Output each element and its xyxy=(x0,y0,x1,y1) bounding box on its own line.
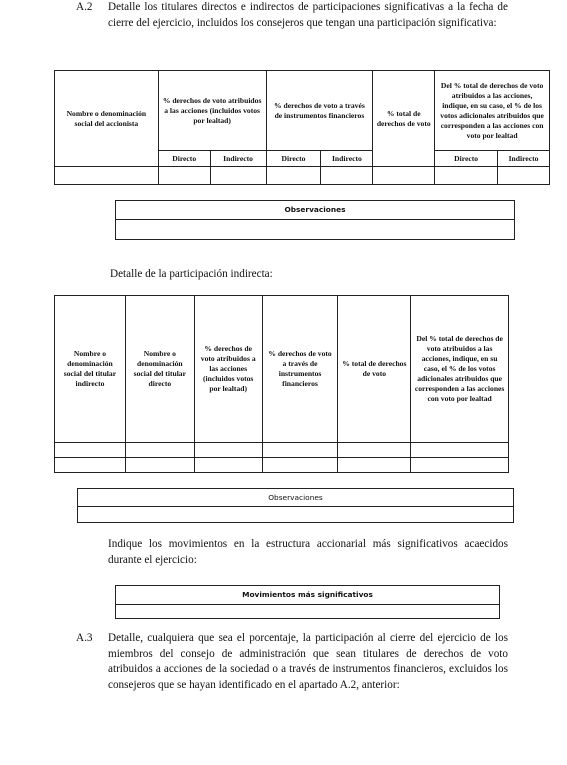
table-cell[interactable] xyxy=(338,443,411,458)
observations-table-1 xyxy=(115,200,515,240)
table-cell[interactable] xyxy=(55,443,126,458)
observations-cell[interactable] xyxy=(116,220,515,240)
table-cell[interactable] xyxy=(210,167,266,185)
movements-text: Indique los movimientos en la estructura accionarial más significativos acaecidos durante el ejercicio: xyxy=(108,538,508,566)
table-cell[interactable] xyxy=(158,167,210,185)
table-cell[interactable] xyxy=(373,167,435,185)
table-cell[interactable] xyxy=(125,458,194,473)
table-cell[interactable] xyxy=(411,458,509,473)
subheader-direct: Directo xyxy=(266,151,321,167)
table-cell[interactable] xyxy=(498,167,550,185)
header-shares-voting-rights: % derechos de voto atribuidos a las acciones (incluidos votos por lealtad) xyxy=(158,71,266,151)
section-number-a3: A.3 xyxy=(76,632,93,644)
table-cell[interactable] xyxy=(411,443,509,458)
header-direct-holder: Nombre o denominación social del titular directo xyxy=(125,296,194,443)
table-cell[interactable] xyxy=(194,443,262,458)
indirect-holdings-table xyxy=(54,295,509,473)
subheader-indirect: Indirecto xyxy=(210,151,266,167)
table-cell[interactable] xyxy=(194,458,262,473)
section-a3-text: Detalle, cualquiera que sea el porcentaje, la participación al cierre del ejercicio de los miembros del consejo de administración que sean titulares de derechos de voto atribuidos a acciones de la sociedad o a través de instrumentos financieros, excluidos los consejeros que se hayan identificado en el apartado A.2, anterior: xyxy=(108,632,508,691)
table-row xyxy=(55,458,509,473)
observations-cell[interactable] xyxy=(78,507,514,523)
significant-holdings-table xyxy=(54,70,550,185)
header-instruments-voting-rights: % derechos de voto a través de instrumentos financieros xyxy=(262,296,338,443)
table-cell[interactable] xyxy=(125,443,194,458)
subheader-indirect: Indirecto xyxy=(321,151,373,167)
header-total-voting-rights: % total de derechos de voto xyxy=(373,71,435,167)
header-indirect-holder: Nombre o denominación social del titular indirecto xyxy=(55,296,126,443)
subheader-direct: Directo xyxy=(158,151,210,167)
movements-title: Movimientos más significativos xyxy=(116,586,500,605)
table-cell[interactable] xyxy=(338,458,411,473)
header-instruments-voting-rights: % derechos de voto a través de instrumentos financieros xyxy=(266,71,373,151)
observations-title: Observaciones xyxy=(116,201,515,220)
observations-title: Observaciones xyxy=(78,489,514,507)
header-total-voting-rights: % total de derechos de voto xyxy=(338,296,411,443)
subheader-direct: Directo xyxy=(435,151,498,167)
table-cell[interactable] xyxy=(55,458,126,473)
table-cell[interactable] xyxy=(55,167,159,185)
section-a2-text: Detalle los titulares directos e indirectos de participaciones significativas a la fecha de cierre del ejercicio, incluidos los consejeros que tengan una participación significativa: xyxy=(108,1,508,29)
header-shares-voting-rights: % derechos de voto atribuidos a las acciones (incluidos votos por lealtad) xyxy=(194,296,262,443)
section-number-a2: A.2 xyxy=(76,1,93,13)
header-loyalty-votes: Del % total de derechos de voto atribuidos a las acciones, indique, en su caso, el % de los votos adicionales atribuidos que corresponden a las acciones con voto por lealtad xyxy=(411,296,509,443)
header-holder-name: Nombre o denominación social del accionista xyxy=(55,71,159,167)
subheader-indirect: Indirecto xyxy=(498,151,550,167)
movements-cell[interactable] xyxy=(116,605,500,619)
header-loyalty-votes: Del % total de derechos de voto atribuidos a las acciones, indique, en su caso, el % de los votos adicionales atribuidos que corresponden a las acciones con voto por lealtad xyxy=(435,71,550,151)
table-row xyxy=(55,167,550,185)
table-cell[interactable] xyxy=(435,167,498,185)
movements-table xyxy=(115,585,500,619)
table-cell[interactable] xyxy=(321,167,373,185)
table-cell[interactable] xyxy=(262,443,338,458)
observations-table-2 xyxy=(77,488,514,523)
table-cell[interactable] xyxy=(266,167,321,185)
table-row xyxy=(55,443,509,458)
table-cell[interactable] xyxy=(262,458,338,473)
indirect-detail-heading: Detalle de la participación indirecta: xyxy=(110,268,273,280)
